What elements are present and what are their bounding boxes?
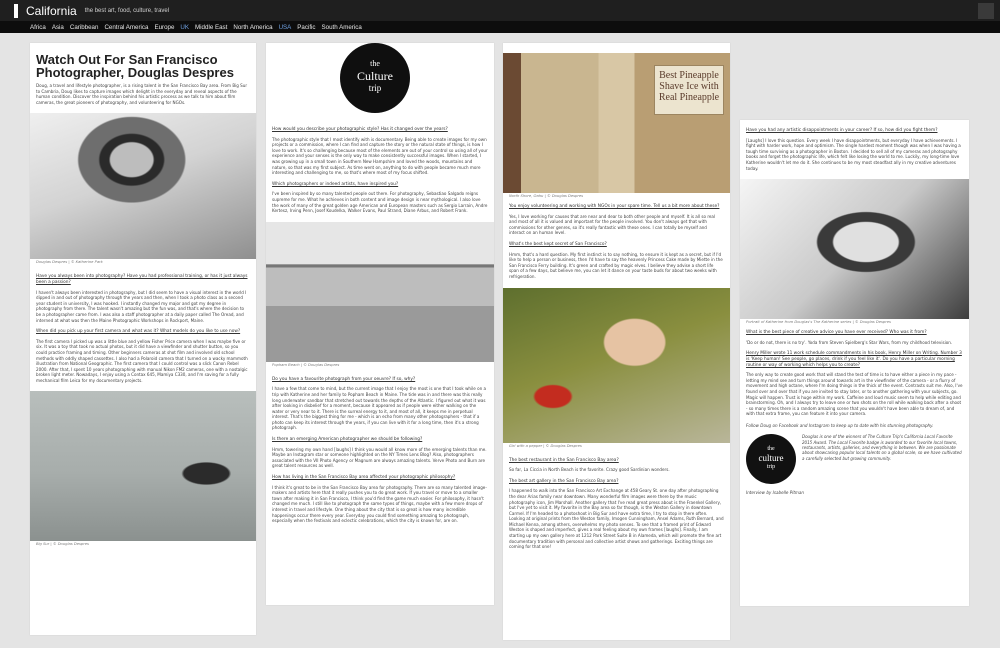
photo-caption: Douglas Despres | © Katherine Park <box>36 260 103 265</box>
nav-item-pacific[interactable]: Pacific <box>297 23 316 31</box>
photo-caption: Girl with a pepper | © Douglas Despres <box>509 443 582 448</box>
site-header <box>0 0 1000 21</box>
article-title: Watch Out For San Francisco Photographer, Douglas Despres <box>36 52 234 80</box>
nav-item-central-america[interactable]: Central America <box>104 23 149 31</box>
photo-douglas-portrait <box>30 113 256 259</box>
nav-item-asia[interactable]: Asia <box>51 23 64 31</box>
logo-word: trip <box>368 83 382 93</box>
question-heading: What's the best kept secret of San Francisco? <box>509 241 607 247</box>
photo-caption: North Shore, Oahu | © Douglas Despres <box>509 194 584 198</box>
article-column-4 <box>740 120 969 606</box>
pineapple-sign: Best Pineapple Shave Ice with Real Pineapple <box>654 65 724 115</box>
nav-item-usa[interactable]: USA <box>278 23 292 31</box>
photo-girl-with-pepper <box>503 288 730 443</box>
culture-trip-logo[interactable] <box>340 43 410 113</box>
photo-katherine-portrait <box>740 179 969 319</box>
question-heading: Is there an emerging American photographer we should be following? <box>272 437 423 443</box>
answer-text: 'Do or do not, there is no try'. Yoda from Steven Spielberg's Star Wars, from my childhood television. <box>746 339 953 345</box>
answer-text: Yes, I love working for causes that are near and dear to both other people and myself. It is all so real and most of all it is valued and important for the people involved. You don't always get that with commissions for other genres, so it's really fantastic with these ones. I can totally be myself and interact on an human level. <box>509 213 716 236</box>
answer-text: The first camera I picked up was a little blue and yellow Fisher Price camera when I was maybe five or six. It was a toy that took no actual photos, but it did have a viewfinder and shutter button, so you could practice framing and timing. Other beginners cameras at shot film and involved old school methods with oddly shaped cassettes. I also had a Polaroid camera that I turned on a wacky mammoth illustration from National Geographic. The first camera that I could control was a slick Canon Rebel 2000. After that, I spent 10 years photographing with manual Nikon FM2 cameras, one with a nostalgic broken light meter. Nowadays, I enjoy using a Contax 645, Mamiya C330, and I'm saving for a fully mechanical film Leica for my documentary projects. <box>36 338 248 383</box>
answer-text: I think it's great to be in the San Francisco Bay area for photography. There are so many talented image-makers and artists here that it really pushes you to do great work. If you travel or move to a smaller town after making it in San Francisco, I think you'd find the game much easier. For philosophy, it hasn't changed me much. I still like to photograph the same types of things, maybe with a few more drops of interest in travel and lifestyle. One thing about the city that is so great is how many incredible happenings occur there every year. Everyday you could find something amazing to photograph, especially when the festivals and eclectic celebrations, which the city is known for, are on. <box>272 484 487 524</box>
nav-item-europe[interactable]: Europe <box>154 23 175 31</box>
question-heading: The best art gallery in the San Francisco Bay area? <box>509 478 619 484</box>
answer-text: I've been inspired by so many talented people out there. For photography, Sebastiao Salgado reigns supreme for me. What he achieves in both content and image design is near mythological. I also love the work of many of the great golden age American and European masters such as Sergio Larrain, Andre Kertesz, Irving Penn, Josef Koudelka, Walker Evans, Paul Strand, Diane Arbus, and Robert Frank. <box>272 191 488 214</box>
nav-item-north-america[interactable]: North America <box>233 23 273 31</box>
region-nav <box>0 21 1000 33</box>
logo-word: Culture <box>357 69 393 83</box>
question-heading: Henry Miller wrote 11 work schedule commandments in his book, Henry Miller on Writing. Number 3 is 'Keep human! See people, go places, drink if you feel like it'. Do you have a particular morning routine or way of working which helps you to create? <box>746 351 962 368</box>
follow-text[interactable]: Follow Doug on Facebook and Instagram to keep up to date with his stunning photography. <box>746 422 934 428</box>
answer-text: I haven't always been interested in photography, but I did seem to have a visual interest in the world I dipped in and out of photography through the years and then, when I took a photo class as a second year student in university, I was hooked. I instantly changed my major and got my degree in photography from there. The talent wasn't amazing but the fun was, and that's where the decision to be a photographer came from. I was also a staff photographer at a daily paper called The Oread, and interned at what was then the Maine Photographic Workshops in Rockport, Maine. <box>36 289 247 323</box>
answer-text: [Laughs] I love this question. Every week I have disappointments, but everyday I have achievements. I fight with harder work, hope and optimism. The single hardest moment though was when I was having a tough time surviving as a photographer in Boston. I decided to sell all of my cameras and photography books and forget the photographic life, which felt like losing the world to me. Luckily, my long-time love Katherine wouldn't let me do it. She continues to be my most steadfast ally in my creative adventures today. <box>746 137 961 171</box>
answer-text: So far, La Ciccia in North Beach is the favorite. Crazy good Sardinian wonders. <box>509 467 670 473</box>
nav-item-uk[interactable]: UK <box>180 23 190 31</box>
answer-text: The photographic style that I most identify with is documentary. Being able to create images for my own projects or a commission, where I can find and capture the story or the natural state of things, is how I love to work. It's so challenging because most of the elements are out of your control so using all of your experience and your senses is the only way to make consistently successful images. When I started, I was growing up in a small town in Southern New Hampshire and loved the woods, mountains and nature, so that was my first subject. As time went on, anything to do with people became much more interesting and challenging to me, so that's where most of my focus shifted. <box>272 136 488 176</box>
article-column-3 <box>503 43 730 640</box>
answer-text: Hmm, that's a hard question. My first instinct is to say nothing, to ensure it is kept as a secret, but if I'd like to help a person or business, then I'd have to say the heavenly Princess Cake made by Miette in the San Francisco Ferry building. It's green and crafted by magic elves. I believe they advise a short life span of a few days, but believe me, you can let it dance on your taste buds for about two weeks with refrigeration. <box>509 251 723 279</box>
question-heading: You enjoy volunteering and working with NGOs in your spare time. Tell us a bit more about these? <box>509 204 720 209</box>
menu-button[interactable] <box>978 3 994 19</box>
answer-text: Hmm, towering my own hand [laughs] I think you would all know more of the emerging talents than me. Maybe an Instagram star or someone highlighted on the NY Times Lens Blog? Also, photographers associated with the VII Photo Agency or Magnum are always amazing talents. Verve Photo and Burn are great talent resources as well. <box>272 446 487 469</box>
nav-item-caribbean[interactable]: Caribbean <box>69 23 99 31</box>
site-logo-icon[interactable] <box>14 4 18 18</box>
badge-word: culture <box>758 453 784 464</box>
question-heading: Do you have a favourite photograph from your oeuvre? If so, why? <box>272 376 416 382</box>
question-heading: What is the best piece of creative advice you have ever received? Who was it from? <box>746 330 927 336</box>
article-intro: Doug, a travel and lifestyle photographer, is a rising talent in the San Francisco Bay area. From Big Sur to Cambria, Doug likes to capture images which delight in the everyday and reveal aspects of the human condition. Discover the inspiration behind his artistic process as we talk to him about film cameras, the great pioneers of photography, and volunteering for NGOs. <box>36 83 248 105</box>
photo-caption: Big Sur | © Douglas Despres <box>36 542 89 547</box>
interview-credit: Interview by Isabelle Pitman <box>746 490 805 496</box>
photo-caption: Portrait of Katherine from Douglas's The Katherine series | © Douglas Despres <box>746 320 891 325</box>
badge-description: Douglas is one of the winners of The Culture Trip's California Local Favorite 2015 Award. The Local Favorite badge is awarded to our favorite local towns, restaurants, artists, galleries, and everything in between. We are passionate about showcasing popular local talents on a global scale, so we have cultivated a carefully selected but growing community. <box>802 434 962 461</box>
photo-popham-beach <box>266 222 494 362</box>
question-heading: Which photographers or indeed artists, have inspired you? <box>272 181 399 187</box>
article-column-2 <box>266 43 494 605</box>
answer-text: The only way to create good work that will stand the test of time is to have either a piece in my pace - letting my mind see and turn things around towards art in the viewfinder of the camera - or a flurry of movement and high octane, where I'm doing things in the thick of the event. Contrasts suit me. Also, I've found over and over that if you are invited to stay later, or to another gathering with your subjects, go. Magic will happen. Trust is huge within my work. Caffeine and loud music seem to help while editing and brainstorming. Oh, and I always try to leave one or two shots on the roll while walking back after a shoot - so many times there is a random amazing scene that you wouldn't have been able to dream of, and with that extra frame, you can feature it into your camera. <box>746 372 963 417</box>
question-heading: Have you always been into photography? Have you had professional training, or has it just always been a passion? <box>36 274 248 285</box>
photo-north-shore <box>503 53 730 193</box>
site-title[interactable]: California <box>26 3 77 18</box>
question-heading: When did you pick up your first camera and what was it? What models do you like to use now? <box>36 329 241 335</box>
nav-item-south-america[interactable]: South America <box>321 23 362 31</box>
photo-caption: Popham Beach | © Douglas Despres <box>272 362 340 367</box>
question-heading: How would you describe your photographic style? Has it changed over the years? <box>272 127 448 132</box>
photo-big-sur <box>30 391 256 541</box>
badge-word: the <box>767 446 775 453</box>
nav-item-middle-east[interactable]: Middle East <box>195 23 228 31</box>
nav-item-africa[interactable]: Africa <box>30 23 46 31</box>
badge-word: trip <box>766 464 776 471</box>
article-column-1 <box>30 43 256 635</box>
logo-word: the <box>370 59 380 68</box>
site-tagline: the best art, food, culture, travel <box>84 7 170 14</box>
local-favorite-badge <box>746 434 796 484</box>
question-heading: How has living in the San Francisco Bay area affected your photographic philosophy? <box>272 475 456 481</box>
answer-text: I happened to walk into the San Francisco Art Exchange at 458 Geary St. one day after photographing the dear Arias family near downtown. Many wonderful film images were there by the music photography icon, Jim Marshall. Another gallery that I've read great press about is the Fraenkel Gallery, but I've yet to visit it. My favorite in the Bay area so far though, is the Weston Gallery in downtown Carmel. If I'm headed to a photoshoot in Big Sur and have extra time, I try to stop in there often. Looking at original prints from the Weston family, Imogen Cunningham, Ansel Adams, Ruth Bernard, and Michael Kenna, among others, overwhelms my photo senses. To see that a framed print of Edward Weston is shaped and imperfect, gives a real feeling about my own frames [laughs]. Finally, I am starting up my own gallery here at 1212 Park Street Suite B in Alameda, which will promote the fine art documentary tradition with personal and collective artist shows and gatherings. Exciting things are coming for that one! <box>509 488 724 550</box>
local-favorite-section <box>740 428 969 490</box>
question-heading: The best restaurant in the San Francisco Bay area? <box>509 457 619 463</box>
answer-text: I have a few that come to mind, but the current image that I enjoy the most is one that I took while on a trip with Katherine and her family to Popham Beach in Maine. The tide was in and there was this really long underwater sandbar that stretched out towards the depths of the Atlantic. I figured out what it was after looking in disbelief for a moment, because it appeared as if people were either walking on the water or very near to it. There is the surreal energy to it, and most of all, it keeps me in perpetual interest. That's the biggest thing for me - which is an echo from many other photographers - that if a photo can keep its interest through the years, if you can live with it for a long time, then it's a strong photograph. <box>272 386 487 431</box>
question-heading: Have you had any artistic disappointments in your career? If so, how did you fight them? <box>746 128 938 133</box>
